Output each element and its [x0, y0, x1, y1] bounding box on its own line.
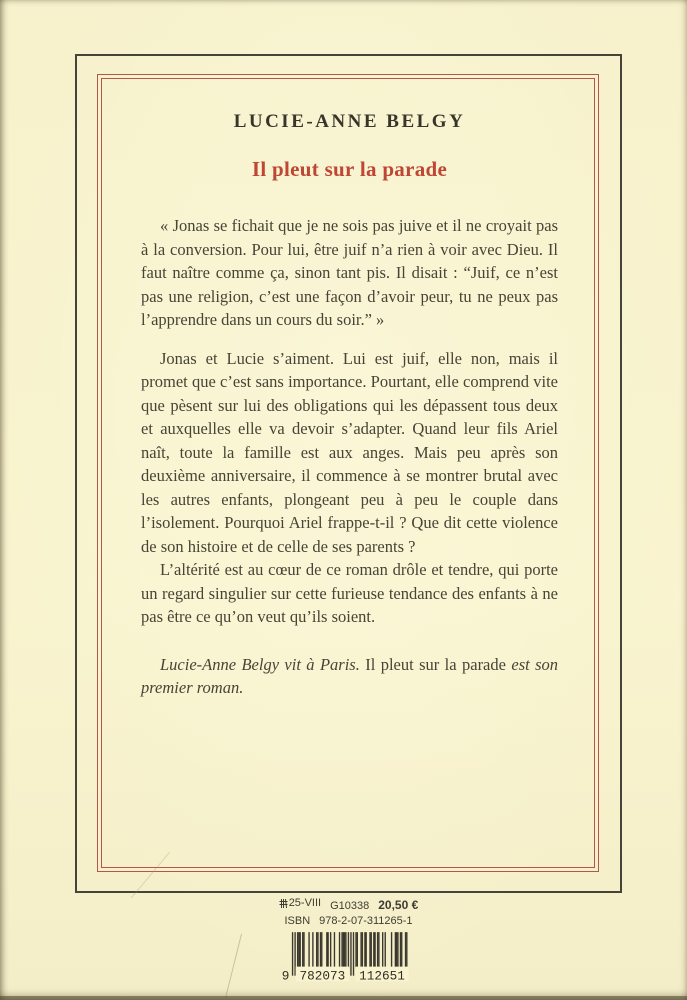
bio-text-2: est son premier roman. — [141, 654, 559, 697]
svg-text:9: 9 — [281, 968, 289, 984]
cover-text-block — [141, 110, 558, 700]
author-name: LUCIE-ANNE BELGY — [233, 111, 466, 132]
isbn-number: 978-2-07-311265-1 — [319, 915, 413, 927]
svg-text:112651: 112651 — [358, 968, 405, 984]
ean13-barcode — [75, 932, 622, 989]
book-title: Il pleut sur la parade — [251, 157, 448, 181]
printer-mark-icon — [279, 898, 288, 909]
print-code: 25-VIII — [288, 897, 322, 909]
print-info-line — [75, 896, 622, 914]
bio-text-1: Lucie-Anne Belgy vit à Paris. — [160, 654, 360, 674]
price: 20,50 € — [378, 898, 419, 912]
quote-paragraph: « Jonas se fichait que je ne sois pas juive et il ne croyait pas à la conversion. Pour lui, être juif n’a rien à voir avec Dieu. Il faut naître comme ça, sinon tant pis. Il disait : “Juif, ce n’est pas une religion, c’est une façon d’avoir peur, tu ne peux pas l’apprendre dans un cours du soir.” » — [141, 216, 558, 329]
svg-text:782073: 782073 — [299, 968, 345, 984]
author-bio — [141, 653, 558, 700]
isbn-line — [75, 914, 622, 929]
isbn-label: ISBN — [284, 915, 311, 927]
synopsis-paragraph-2: L’altérité est au cœur de ce roman drôle et tendre, qui porte un regard singulier sur cette furieuse tendance des enfants à ne pas être ce qu’on veut qu’ils soient. — [141, 560, 558, 626]
synopsis-block — [141, 214, 558, 700]
imprint-block — [75, 896, 622, 989]
print-code-group — [279, 896, 321, 911]
synopsis-paragraph-1: Jonas et Lucie s’aiment. Lui est juif, elle non, mais il promet que c’est sans importance. Pourtant, elle comprend vite que pèsent sur lui des obligations qui les dépassent tous deux et auxquelles elle va devoir s’adapter. Quand leur fils Ariel naît, toute la famille est aux anges. Mais peu après son deuxième anniversaire, il commence à se montrer brutal avec les autres enfants, plongeant peu à peu le couple dans l’isolement. Pourquoi Ariel frappe-t-il ? Que dit cette violence de son histoire et de celle de ses parents ? — [141, 348, 558, 556]
catalog-code: G10338 — [330, 900, 370, 912]
bio-book-title: Il pleut sur la parade — [365, 654, 506, 674]
